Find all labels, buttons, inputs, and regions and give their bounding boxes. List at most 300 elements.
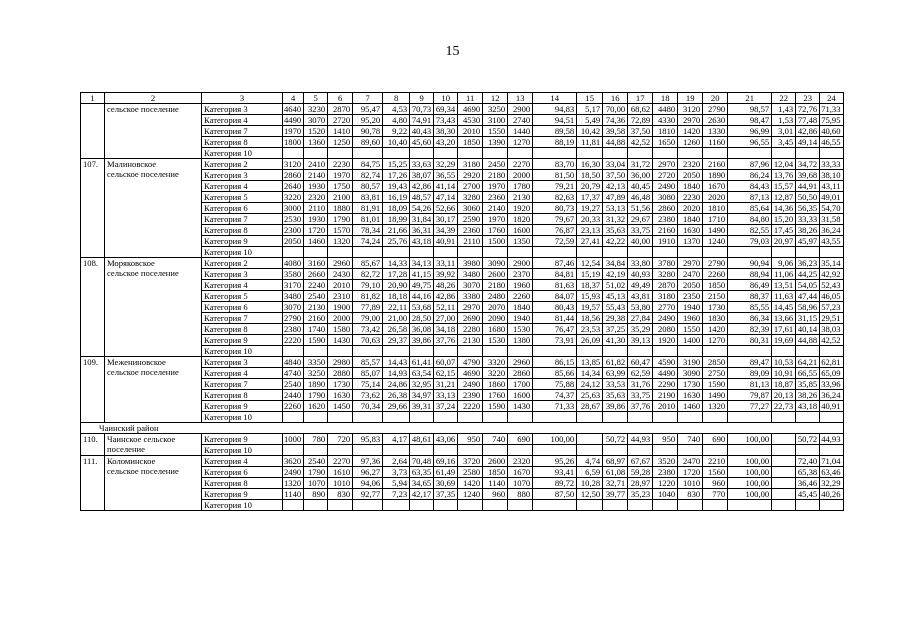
category-cell: Категория 10 <box>202 445 283 456</box>
value-cell <box>328 148 353 159</box>
value-cell: 79,10 <box>353 280 383 291</box>
value-cell: 49,14 <box>796 137 820 148</box>
value-cell <box>508 247 533 258</box>
value-cell <box>728 148 772 159</box>
value-cell: 1590 <box>703 379 728 390</box>
value-cell: 14,33 <box>383 258 410 269</box>
category-cell: Категория 8 <box>202 137 283 148</box>
value-cell: 1900 <box>328 302 353 313</box>
district-row <box>81 423 844 434</box>
value-cell: 1450 <box>328 401 353 412</box>
value-cell: 73,62 <box>353 390 383 401</box>
value-cell: 93,41 <box>533 467 577 478</box>
value-cell: 44,93 <box>820 434 843 445</box>
value-cell: 36,55 <box>434 170 458 181</box>
value-cell: 48,61 <box>410 434 434 445</box>
municipality-name-line: сельское поселение <box>107 367 179 377</box>
value-cell: 1910 <box>653 236 678 247</box>
value-cell: 26,09 <box>577 335 603 346</box>
column-number: 4 <box>283 93 304 104</box>
value-cell <box>383 148 410 159</box>
value-cell <box>458 445 483 456</box>
category-cell: Категория 7 <box>202 214 283 225</box>
value-cell <box>703 148 728 159</box>
value-cell: 36,31 <box>410 225 434 236</box>
value-cell <box>603 412 628 423</box>
value-cell: 82,72 <box>353 269 383 280</box>
value-cell: 42,86 <box>434 291 458 302</box>
value-cell: 35,14 <box>820 258 843 269</box>
category-cell: Категория 8 <box>202 478 283 489</box>
value-cell: 11,81 <box>577 137 603 148</box>
value-cell: 42,22 <box>603 236 628 247</box>
value-cell: 1710 <box>703 214 728 225</box>
value-cell: 1750 <box>328 181 353 192</box>
value-cell: 1420 <box>458 478 483 489</box>
value-cell: 3220 <box>283 192 304 203</box>
value-cell: 72,59 <box>533 236 577 247</box>
value-cell: 36,00 <box>628 170 653 181</box>
category-cell: Категория 2 <box>202 258 283 269</box>
value-cell: 36,24 <box>820 225 843 236</box>
value-cell: 37,50 <box>628 126 653 137</box>
value-cell: 34,13 <box>410 258 434 269</box>
value-cell: 79,00 <box>353 313 383 324</box>
value-cell: 2870 <box>653 280 678 291</box>
value-cell: 81,63 <box>533 280 577 291</box>
value-cell: 19,69 <box>772 335 796 346</box>
value-cell: 1760 <box>483 225 508 236</box>
value-cell: 50,72 <box>796 434 820 445</box>
value-cell <box>772 456 796 467</box>
category-cell: Категория 5 <box>202 291 283 302</box>
value-cell: 81,44 <box>533 313 577 324</box>
category-cell: Категория 4 <box>202 368 283 379</box>
value-cell: 41,30 <box>603 335 628 346</box>
data-table <box>80 92 844 511</box>
district-name: Чаинский район <box>81 423 844 434</box>
value-cell: 2260 <box>508 291 533 302</box>
table-row <box>81 159 844 170</box>
value-cell: 4330 <box>653 115 678 126</box>
value-cell: 2000 <box>328 313 353 324</box>
value-cell: 2900 <box>508 104 533 115</box>
value-cell <box>383 500 410 511</box>
value-cell: 3350 <box>304 357 328 368</box>
table-row <box>81 258 844 269</box>
value-cell: 74,24 <box>353 236 383 247</box>
value-cell: 26,58 <box>383 324 410 335</box>
value-cell: 2100 <box>328 192 353 203</box>
value-cell: 1850 <box>703 280 728 291</box>
value-cell <box>410 148 434 159</box>
value-cell: 16,30 <box>577 159 603 170</box>
value-cell: 62,59 <box>628 368 653 379</box>
value-cell: 3580 <box>283 269 304 280</box>
value-cell <box>577 148 603 159</box>
value-cell: 2010 <box>328 280 353 291</box>
value-cell: 2020 <box>678 203 703 214</box>
value-cell <box>820 445 843 456</box>
column-number: 12 <box>483 93 508 104</box>
value-cell: 39,31 <box>410 401 434 412</box>
value-cell: 1620 <box>304 401 328 412</box>
value-cell: 39,86 <box>410 335 434 346</box>
value-cell <box>533 412 577 423</box>
value-cell: 31,76 <box>628 379 653 390</box>
value-cell: 1920 <box>508 203 533 214</box>
value-cell: 15,20 <box>772 214 796 225</box>
value-cell: 3230 <box>304 104 328 115</box>
value-cell: 1270 <box>508 137 533 148</box>
value-cell <box>304 445 328 456</box>
value-cell: 1850 <box>458 137 483 148</box>
value-cell: 80,31 <box>728 335 772 346</box>
value-cell: 2350 <box>678 291 703 302</box>
category-cell: Категория 10 <box>202 247 283 258</box>
value-cell: 46,55 <box>820 137 843 148</box>
value-cell <box>458 346 483 357</box>
value-cell <box>353 247 383 258</box>
value-cell <box>508 346 533 357</box>
value-cell: 1220 <box>653 478 678 489</box>
value-cell: 1430 <box>328 335 353 346</box>
value-cell <box>508 412 533 423</box>
value-cell: 96,55 <box>728 137 772 148</box>
value-cell: 40,00 <box>628 236 653 247</box>
value-cell <box>533 445 577 456</box>
value-cell: 95,26 <box>533 456 577 467</box>
value-cell: 3480 <box>283 291 304 302</box>
value-cell: 29,37 <box>383 335 410 346</box>
value-cell: 950 <box>653 434 678 445</box>
value-cell: 72,89 <box>628 115 653 126</box>
value-cell: 73,42 <box>353 324 383 335</box>
value-cell <box>483 247 508 258</box>
category-cell: Категория 3 <box>202 170 283 181</box>
value-cell: 81,13 <box>728 379 772 390</box>
value-cell <box>533 346 577 357</box>
value-cell <box>410 346 434 357</box>
value-cell: 33,04 <box>603 159 628 170</box>
value-cell: 10,91 <box>772 368 796 379</box>
value-cell: 4480 <box>653 104 678 115</box>
municipality-name-line: сельское поселение <box>107 169 179 179</box>
value-cell <box>304 412 328 423</box>
value-cell: 63,54 <box>410 368 434 379</box>
value-cell: 1160 <box>703 137 728 148</box>
value-cell: 89,60 <box>353 137 383 148</box>
value-cell: 1320 <box>283 478 304 489</box>
value-cell <box>728 445 772 456</box>
municipality-name <box>105 357 202 423</box>
value-cell: 49,49 <box>628 280 653 291</box>
value-cell: 45,60 <box>410 137 434 148</box>
value-cell: 1330 <box>703 126 728 137</box>
value-cell: 2970 <box>678 258 703 269</box>
value-cell <box>820 148 843 159</box>
value-cell: 5,17 <box>577 104 603 115</box>
value-cell: 3180 <box>458 159 483 170</box>
value-cell: 61,49 <box>434 467 458 478</box>
table-row <box>81 357 844 368</box>
value-cell <box>283 148 304 159</box>
value-cell: 3250 <box>483 104 508 115</box>
value-cell: 42,92 <box>820 269 843 280</box>
value-cell: 1880 <box>328 203 353 214</box>
value-cell: 82,55 <box>728 225 772 236</box>
value-cell: 1730 <box>678 379 703 390</box>
value-cell: 2790 <box>283 313 304 324</box>
value-cell: 40,91 <box>434 236 458 247</box>
municipality-name-line: сельское поселение <box>107 466 179 476</box>
value-cell: 72,40 <box>796 456 820 467</box>
value-cell: 2410 <box>304 159 328 170</box>
value-cell: 2790 <box>703 104 728 115</box>
value-cell <box>577 434 603 445</box>
value-cell <box>772 478 796 489</box>
value-cell: 82,74 <box>353 170 383 181</box>
category-cell: Категория 7 <box>202 313 283 324</box>
value-cell: 12,04 <box>772 159 796 170</box>
value-cell: 33,33 <box>820 159 843 170</box>
value-cell: 2,64 <box>383 456 410 467</box>
value-cell: 2480 <box>483 291 508 302</box>
value-cell: 31,72 <box>628 159 653 170</box>
value-cell: 1920 <box>653 335 678 346</box>
value-cell: 90,94 <box>728 258 772 269</box>
value-cell: 2970 <box>678 115 703 126</box>
value-cell: 85,67 <box>353 258 383 269</box>
value-cell <box>603 445 628 456</box>
value-cell: 3480 <box>458 269 483 280</box>
category-cell: Категория 9 <box>202 489 283 500</box>
value-cell: 62,15 <box>434 368 458 379</box>
value-cell: 58,96 <box>796 302 820 313</box>
value-cell: 2190 <box>653 390 678 401</box>
value-cell: 2010 <box>458 126 483 137</box>
value-cell: 2260 <box>283 401 304 412</box>
value-cell: 960 <box>703 478 728 489</box>
value-cell: 33,53 <box>603 379 628 390</box>
column-number: 14 <box>533 93 577 104</box>
value-cell: 2110 <box>304 203 328 214</box>
value-cell <box>353 500 383 511</box>
value-cell <box>628 247 653 258</box>
value-cell: 100,00 <box>728 478 772 489</box>
value-cell: 39,68 <box>796 170 820 181</box>
column-number: 24 <box>820 93 843 104</box>
value-cell: 1670 <box>703 181 728 192</box>
value-cell: 80,57 <box>353 181 383 192</box>
value-cell: 51,56 <box>628 203 653 214</box>
municipality-name-line: Коломинское <box>107 456 156 466</box>
value-cell: 19,57 <box>577 302 603 313</box>
value-cell: 2850 <box>703 357 728 368</box>
value-cell: 14,93 <box>383 368 410 379</box>
value-cell: 1240 <box>703 236 728 247</box>
column-number: 20 <box>703 93 728 104</box>
value-cell: 35,85 <box>796 379 820 390</box>
value-cell <box>383 247 410 258</box>
value-cell: 38,30 <box>434 126 458 137</box>
value-cell <box>533 500 577 511</box>
value-cell <box>483 500 508 511</box>
value-cell: 34,65 <box>410 478 434 489</box>
value-cell: 2750 <box>703 368 728 379</box>
value-cell: 1970 <box>328 170 353 181</box>
value-cell <box>410 445 434 456</box>
value-cell: 1810 <box>653 126 678 137</box>
value-cell: 1010 <box>678 478 703 489</box>
value-cell: 31,15 <box>796 313 820 324</box>
value-cell: 37,50 <box>603 170 628 181</box>
value-cell: 1940 <box>508 313 533 324</box>
value-cell: 53,68 <box>410 302 434 313</box>
value-cell <box>483 445 508 456</box>
value-cell: 35,23 <box>628 489 653 500</box>
value-cell: 2490 <box>458 379 483 390</box>
value-cell: 43,06 <box>434 434 458 445</box>
value-cell: 75,14 <box>353 379 383 390</box>
value-cell: 38,07 <box>410 170 434 181</box>
value-cell: 20,97 <box>772 236 796 247</box>
value-cell: 3220 <box>483 368 508 379</box>
value-cell <box>304 148 328 159</box>
row-number: 108. <box>81 258 105 357</box>
value-cell: 57,23 <box>820 302 843 313</box>
value-cell: 70,48 <box>410 456 434 467</box>
value-cell: 15,93 <box>577 291 603 302</box>
value-cell: 1700 <box>508 379 533 390</box>
value-cell: 1530 <box>483 335 508 346</box>
value-cell: 41,14 <box>434 181 458 192</box>
value-cell: 17,26 <box>383 170 410 181</box>
value-cell: 3280 <box>458 192 483 203</box>
value-cell: 1830 <box>703 313 728 324</box>
value-cell: 34,97 <box>410 390 434 401</box>
value-cell: 2660 <box>304 269 328 280</box>
category-cell: Категория 3 <box>202 269 283 280</box>
value-cell <box>772 489 796 500</box>
value-cell: 1960 <box>508 280 533 291</box>
value-cell: 94,06 <box>353 478 383 489</box>
value-cell: 39,77 <box>603 489 628 500</box>
value-cell: 52,43 <box>820 280 843 291</box>
value-cell: 87,13 <box>728 192 772 203</box>
municipality-name-line: сельское поселение <box>107 104 179 114</box>
value-cell: 78,34 <box>353 225 383 236</box>
value-cell: 2310 <box>328 291 353 302</box>
municipality-name-line: поселение <box>107 444 145 454</box>
column-number: 2 <box>105 93 202 104</box>
value-cell: 3520 <box>653 456 678 467</box>
value-cell: 1,53 <box>772 115 796 126</box>
value-cell: 4,17 <box>383 434 410 445</box>
value-cell: 1590 <box>483 401 508 412</box>
value-cell: 37,35 <box>434 489 458 500</box>
column-number: 17 <box>628 93 653 104</box>
row-number: 111. <box>81 456 105 511</box>
value-cell: 32,95 <box>410 379 434 390</box>
value-cell: 2720 <box>653 170 678 181</box>
value-cell <box>434 148 458 159</box>
value-cell: 1800 <box>283 137 304 148</box>
value-cell: 11,63 <box>772 291 796 302</box>
value-cell <box>458 500 483 511</box>
value-cell: 40,45 <box>628 181 653 192</box>
value-cell: 3720 <box>458 456 483 467</box>
value-cell: 1270 <box>703 335 728 346</box>
value-cell: 770 <box>703 489 728 500</box>
value-cell: 10,42 <box>577 126 603 137</box>
value-cell: 1860 <box>483 379 508 390</box>
category-cell: Категория 4 <box>202 115 283 126</box>
value-cell: 2290 <box>653 379 678 390</box>
value-cell: 2430 <box>328 269 353 280</box>
value-cell: 740 <box>483 434 508 445</box>
value-cell: 1790 <box>328 214 353 225</box>
row-number <box>81 104 105 159</box>
value-cell: 1550 <box>483 126 508 137</box>
value-cell: 71,33 <box>820 104 843 115</box>
category-cell: Категория 4 <box>202 456 283 467</box>
value-cell <box>796 148 820 159</box>
value-cell <box>678 247 703 258</box>
value-cell: 43,18 <box>796 401 820 412</box>
category-cell: Категория 9 <box>202 434 283 445</box>
value-cell <box>577 247 603 258</box>
value-cell: 5,49 <box>577 115 603 126</box>
category-cell: Категория 10 <box>202 500 283 511</box>
value-cell: 53,13 <box>603 203 628 214</box>
category-cell: Категория 6 <box>202 203 283 214</box>
value-cell: 1600 <box>508 225 533 236</box>
value-cell <box>796 500 820 511</box>
value-cell <box>533 247 577 258</box>
value-cell: 15,19 <box>577 269 603 280</box>
value-cell: 2000 <box>508 170 533 181</box>
value-cell: 47,14 <box>434 192 458 203</box>
value-cell: 34,84 <box>603 258 628 269</box>
value-cell: 51,02 <box>603 280 628 291</box>
value-cell: 88,94 <box>728 269 772 280</box>
column-number: 18 <box>653 93 678 104</box>
value-cell <box>483 148 508 159</box>
value-cell: 83,81 <box>353 192 383 203</box>
value-cell: 1820 <box>508 214 533 225</box>
value-cell: 44,16 <box>410 291 434 302</box>
value-cell <box>353 148 383 159</box>
value-cell <box>458 247 483 258</box>
value-cell: 1500 <box>483 236 508 247</box>
value-cell: 96,27 <box>353 467 383 478</box>
value-cell: 3070 <box>458 280 483 291</box>
category-cell: Категория 3 <box>202 357 283 368</box>
value-cell: 4690 <box>458 368 483 379</box>
value-cell: 1070 <box>304 478 328 489</box>
value-cell: 73,91 <box>533 335 577 346</box>
value-cell: 32,29 <box>820 478 843 489</box>
value-cell: 70,34 <box>353 401 383 412</box>
value-cell <box>678 412 703 423</box>
value-cell: 96,99 <box>728 126 772 137</box>
value-cell: 45,13 <box>603 291 628 302</box>
value-cell: 18,56 <box>577 313 603 324</box>
value-cell: 44,88 <box>603 137 628 148</box>
value-cell: 2320 <box>304 192 328 203</box>
value-cell: 3320 <box>483 357 508 368</box>
